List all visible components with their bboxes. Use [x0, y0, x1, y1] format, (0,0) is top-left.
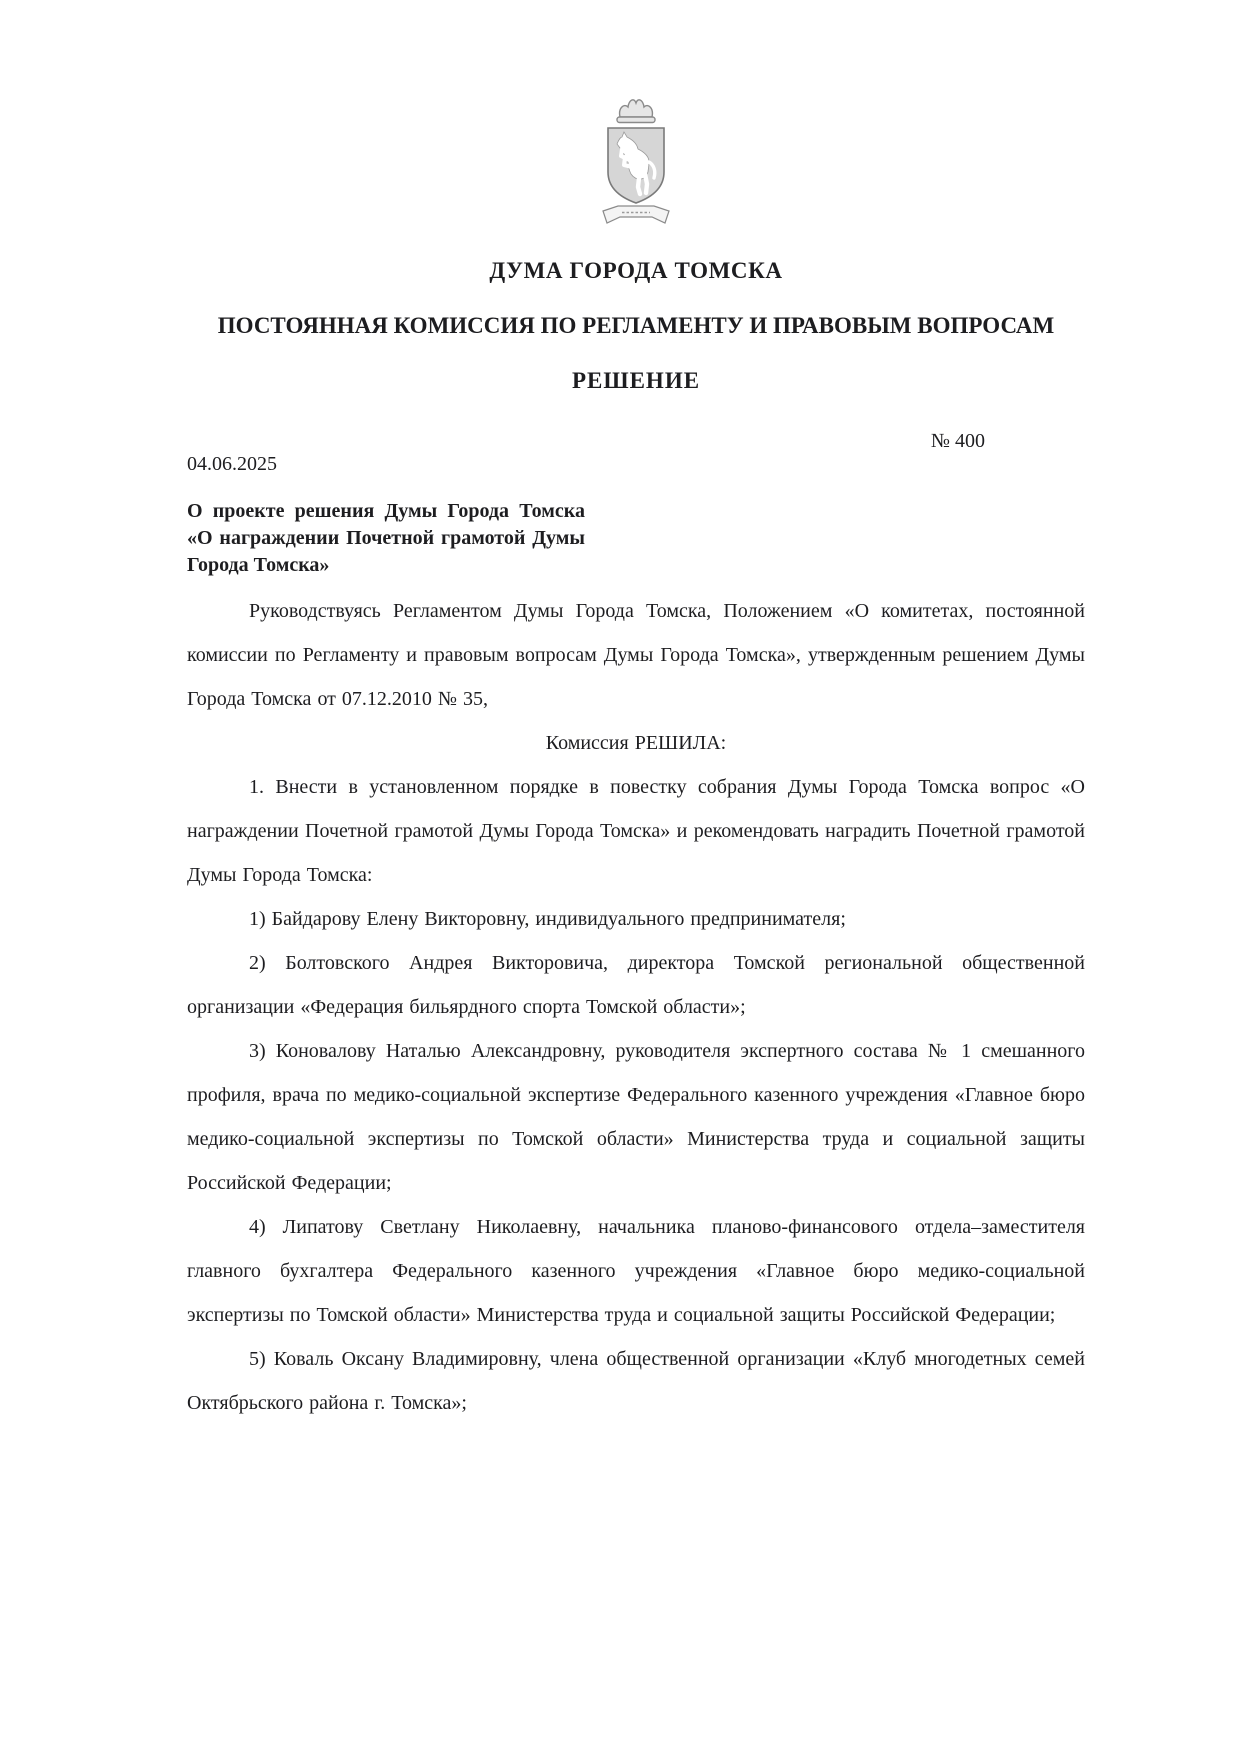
document-type-heading: РЕШЕНИЕ	[571, 368, 701, 393]
document-number: № 400	[930, 430, 985, 452]
resolution-item-1: 1. Внести в установленном порядке в повестку собрания Думы Города Томска вопрос «О награждении Почетной грамотой Думы Города Томска» и рекомендовать наградить Почетной грамотой Думы Города Томска:	[187, 776, 1085, 886]
awardee-item-5: 5) Коваль Оксану Владимировну, члена общественной организации «Клуб многодетных семей Октябрьского района г. Томска»;	[187, 1348, 1085, 1414]
organization-name: ДУМА ГОРОДА ТОМСКА	[489, 258, 783, 283]
tomsk-coat-of-arms-icon	[187, 92, 1085, 244]
awardee-item-2: 2) Болтовского Андрея Викторовича, директора Томской региональной общественной организации «Федерация бильярдного спорта Томской области»;	[187, 952, 1085, 1018]
document-subject: О проекте решения Думы Города Томска «О награждении Почетной грамотой Думы Города Томска»	[187, 500, 585, 576]
coat-of-arms-svg	[590, 92, 682, 244]
document-body	[187, 589, 1085, 1425]
awardee-item-1: 1) Байдарову Елену Викторовну, индивидуального предпринимателя;	[249, 908, 846, 930]
resolution-heading: Комиссия РЕШИЛА:	[545, 732, 727, 754]
preamble-paragraph: Руководствуясь Регламентом Думы Города Томска, Положением «О комитетах, постоянной комиссии по Регламенту и правовым вопросам Думы Города Томска», утвержденным решением Думы Города Томска от 07.12.2010 № 35,	[187, 600, 1085, 710]
awardee-item-4: 4) Липатову Светлану Николаевну, начальника планово-финансового отдела–заместителя главного бухгалтера Федерального казенного учреждения «Главное бюро медико-социальной экспертизы по Томской области» Министерства труда и социальной защиты Российской Федерации;	[187, 1216, 1085, 1326]
commission-name: ПОСТОЯННАЯ КОМИССИЯ ПО РЕГЛАМЕНТУ И ПРАВОВЫМ ВОПРОСАМ	[217, 313, 1055, 338]
document-date: 04.06.2025	[187, 453, 277, 475]
awardee-item-3: 3) Коновалову Наталью Александровну, руководителя экспертного состава № 1 смешанного профиля, врача по медико-социальной экспертизе Федерального казенного учреждения «Главное бюро медико-социальной экспертизы по Томской области» Министерства труда и социальной защиты Российской Федерации;	[187, 1040, 1085, 1194]
